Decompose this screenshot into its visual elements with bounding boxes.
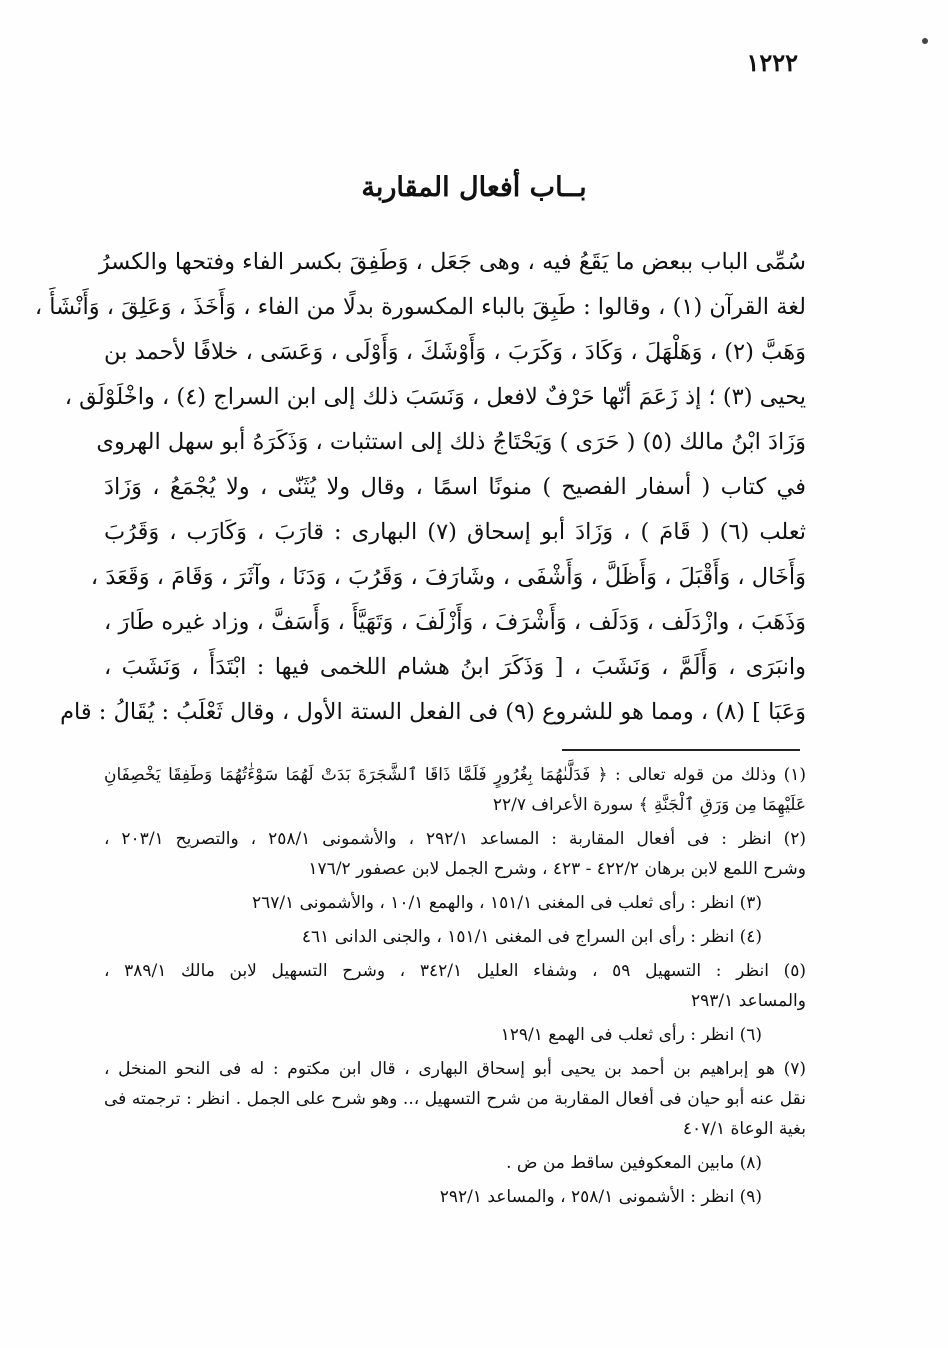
footnote-8 <box>104 1148 806 1178</box>
footnote-line: (٤) انظر : رأى ابن السراج فى المغنى ١٥١/١ ، والجنى الدانى ٤٦١ <box>301 927 762 947</box>
footnote-separator <box>562 749 800 751</box>
footnotes <box>104 760 806 1216</box>
footnote-line: (٩) انظر : الأشمونى ٢٥٨/١ ، والمساعد ٢٩٢/١ <box>439 1187 762 1207</box>
footnote-line: (٥) انظر : التسهيل ٥٩ ، وشفاء العليل ٣٤٢/١ ، وشرح التسهيل لابن مالك ٣٨٩/١ ، <box>104 961 806 981</box>
footnote-5 <box>104 956 806 1016</box>
body-line: في كتاب ( أسفار الفصيح ) منونًا اسمًا ، وقال ولا يُثَنّى ، ولا يُجْمَعُ ، وَزَادَ <box>104 474 806 500</box>
footnote-6 <box>104 1020 806 1050</box>
footnote-3 <box>104 888 806 918</box>
footnote-9 <box>104 1182 806 1212</box>
body-line: وَهَبَّ (٢) ، وَهَلْهَلَ ، وَكَادَ ، وَكَرَبَ ، وَأَوْشَكَ ، وَأَوْلَى ، وَعَسَى ، خلافًا لأحمد بن <box>104 339 806 365</box>
footnote-line: (٧) هو إبراهيم بن أحمد بن يحيى أبو إسحاق البهارى ، قال ابن مكتوم : له فى النحو المنخل ، <box>104 1059 806 1079</box>
footnote-line: عَلَيْهِمَا مِن وَرَقِ ٱلْجَنَّةِ ﴾ سورة الأعراف ٢٢/٧ <box>492 795 806 815</box>
footnote-4 <box>104 922 806 952</box>
footnote-line: وشرح اللمع لابن برهان ٤٢٢/٢ - ٤٢٣ ، وشرح الجمل لابن عصفور ١٧٦/٢ <box>308 859 806 879</box>
body-line: وَذَهَبَ ، وازْدَلَف ، وَدَلَف ، وَأَشْرَفَ ، وَأَزْلَفَ ، وَتَهَيَّأَ ، وَأَسَفَّ ، وزاد غيره طَارَ ، <box>104 609 806 635</box>
chapter-title: بــاب أفعال المقاربة <box>361 172 587 203</box>
footnote-line: (١) وذلك من قوله تعالى : ﴿ فَدَلَّىٰهُمَا بِغُرُورٍ فَلَمَّا ذَاقَا ٱلشَّجَرَةَ بَدَتْ لَهُمَا سَوْءَٰتُهُمَا وَطَفِقَا يَخْصِفَانِ <box>104 765 806 785</box>
footnote-line: (٦) انظر : رأى ثعلب فى الهمع ١٢٩/١ <box>500 1025 762 1045</box>
body-line: وَأَخَال ، وَأَقْبَلَ ، وَأَظَلَّ ، وَأَشْفَى ، وشَارَفَ ، وَقَرُبَ ، وَدَنَا ، وآثَرَ ، وَقَامَ ، وَقَعَدَ ، <box>90 564 806 590</box>
body-line: يحيى (٣) ؛ إذ زَعَمَ أنّها حَرْفٌ لافعل ، وَنَسَبَ ذلك إلى ابن السراج (٤) ، واخْلَوْلَق ، <box>64 384 806 410</box>
footnote-line: (٨) مابين المعكوفين ساقط من ض . <box>506 1153 762 1173</box>
footnote-line: بغية الوعاة ٤٠٧/١ <box>682 1119 806 1139</box>
footnote-1 <box>104 760 806 820</box>
footnote-7 <box>104 1054 806 1144</box>
footnote-line: نقل عنه أبو حيان فى أفعال المقاربة من شرح التسهيل ،.. وهو شرح على الجمل . انظر : ترجمته فى <box>104 1089 806 1109</box>
page-number: ١٢٢٢ <box>746 48 798 77</box>
body-line: ثعلب (٦) ( قَامَ ) ، وَزَادَ أبو إسحاق (٧) البهارى : قارَبَ ، وَكَارَب ، وَقَرُبَ <box>104 519 807 545</box>
body-line: لغة القرآن (١) ، وقالوا : طَبِقَ بالباء المكسورة بدلًا من الفاء ، وَأَخَذَ ، وَعَلِقَ ، وَأَنْشَأَ ، <box>34 294 806 320</box>
body-line: وَزَادَ ابْنُ مالك (٥) ( حَرَى ) وَيَحْتَاجُ ذلك إلى استثبات ، وَذَكَرَهُ أبو سهل الهروى <box>96 429 806 455</box>
body-line: سُمِّى الباب ببعض ما يَقَعُ فيه ، وهى جَعَل ، وَطَفِقَ بكسر الفاء وفتحها والكسرُ <box>98 249 806 275</box>
main-text <box>34 240 807 735</box>
body-line: وَعَبَا ] (٨) ، ومما هو للشروع (٩) فى الفعل الستة الأول ، وقال ثَعْلَبُ : يُقَالُ : قام <box>60 699 806 725</box>
footnote-line: (٣) انظر : رأى ثعلب فى المغنى ١٥١/١ ، والهمع ١٠/١ ، والأشمونى ٢٦٧/١ <box>251 893 762 913</box>
footnote-line: (٢) انظر : فى أفعال المقاربة : المساعد ٢٩٢/١ ، والأشمونى ٢٥٨/١ ، والتصريح ٢٠٣/١ ، <box>104 829 806 849</box>
corner-dot <box>922 38 928 44</box>
footnote-line: والمساعد ٢٩٣/١ <box>690 991 806 1011</box>
footnote-2 <box>104 824 806 884</box>
body-line: وانبَرَى ، وَأَلَمَّ ، وَنَشَبَ ، [ وَذَكَرَ ابنُ هشام اللخمى فيها : ابْتَدَأَ ، وَنَشَبَ ، <box>104 654 806 680</box>
